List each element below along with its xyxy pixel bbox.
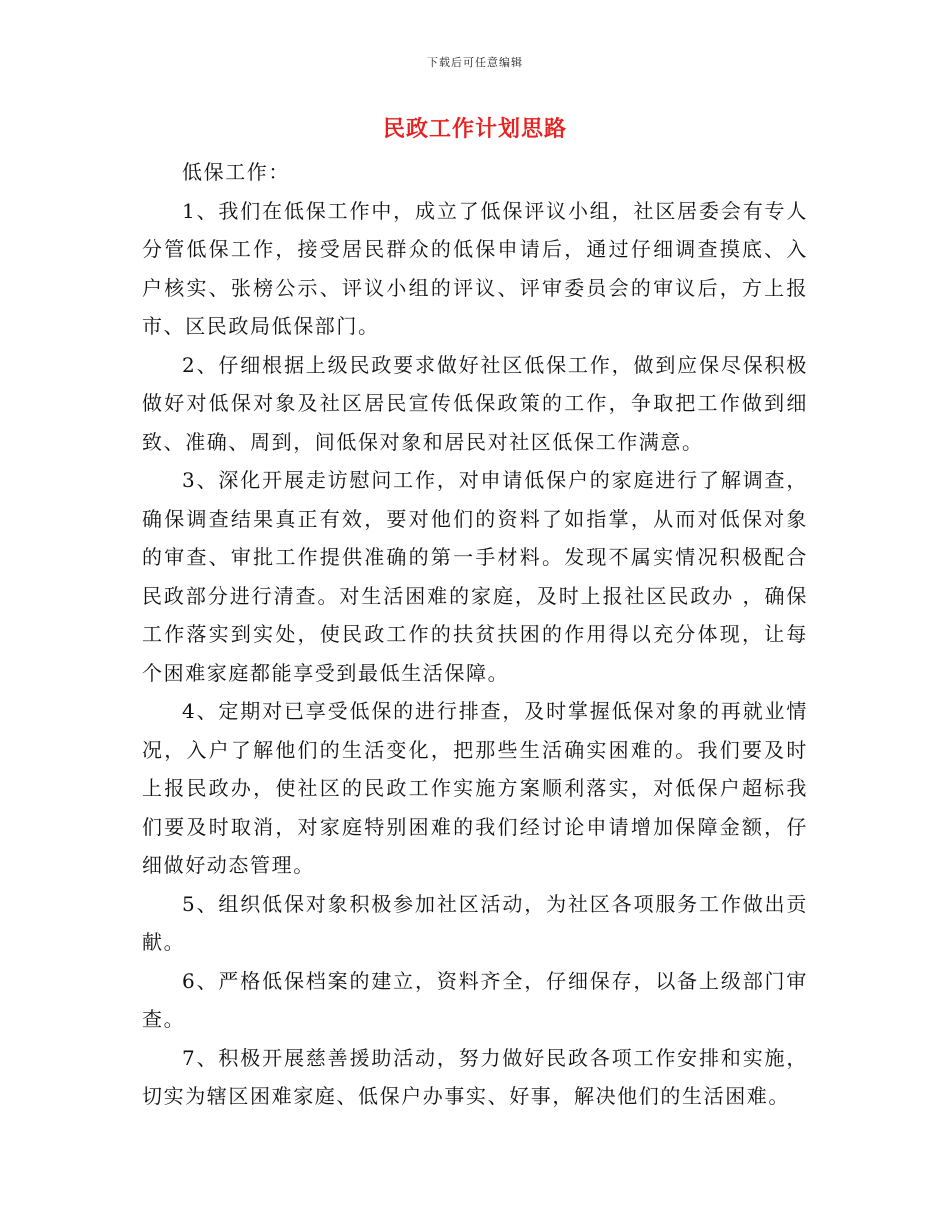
paragraph-4: 4、定期对已享受低保的进行排查，及时掌握低保对象的再就业情况，入户了解他们的生活变化，把那些生活确实困难的。我们要及时上报民政办，使社区的民政工作实施方案顺利落实，对低保户超标我们要及时取消，对家庭特别困难的我们经讨论申请增加保障金额，仔细做好动态管理。 — [142, 699, 808, 877]
paragraph-2: 2、仔细根据上级民政要求做好社区低保工作，做到应保尽保积极做好对低保对象及社区居民宣传低保政策的工作，争取把工作做到细致、准确、周到，间低保对象和居民对社区低保工作满意。 — [142, 352, 808, 454]
document-title: 民政工作计划思路 — [382, 116, 567, 142]
document-body — [142, 153, 808, 1116]
section-heading: 低保工作： — [182, 160, 290, 184]
paragraph-6: 6、严格低保档案的建立，资料齐全，仔细保存，以备上级部门审查。 — [142, 968, 808, 1031]
paragraph-1: 1、我们在低保工作中，成立了低保评议小组，社区居委会有专人分管低保工作，接受居民群众的低保申请后，通过仔细调查摸底、入户核实、张榜公示、评议小组的评议、评审委员会的审议后，方上报市、区民政局低保部门。 — [142, 198, 808, 338]
paragraph-3: 3、深化开展走访慰问工作，对申请低保户的家庭进行了解调查，确保调查结果真正有效，要对他们的资料了如指掌，从而对低保对象的审查、审批工作提供准确的第一手材料。发现不属实情况积极配合民政部分进行清查。对生活困难的家庭，及时上报社区民政办 ，确保工作落实到实处，使民政工作的扶贫扶困的作用得以充分体现，让每个困难家庭都能享受到最低生活保障。 — [142, 468, 808, 685]
paragraph-7: 7、积极开展慈善援助活动，努力做好民政各项工作安排和实施，切实为辖区困难家庭、低保户办事实、好事，解决他们的生活困难。 — [142, 1045, 808, 1108]
paragraph-5: 5、组织低保对象积极参加社区活动，为社区各项服务工作做出贡献。 — [142, 891, 808, 954]
header-note: 下载后可任意编辑 — [427, 56, 523, 69]
